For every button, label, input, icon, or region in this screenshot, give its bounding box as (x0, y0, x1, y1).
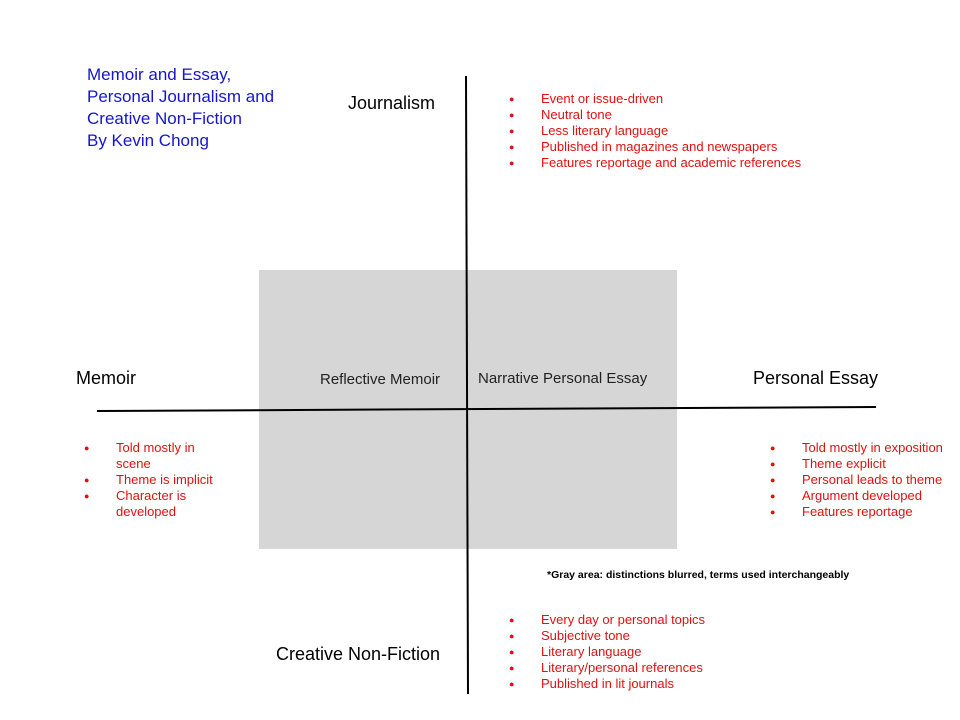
list-item: ● Theme is implicit (84, 472, 214, 488)
diagram-title (87, 64, 274, 152)
axis-label-memoir: Memoir (76, 368, 137, 388)
vertical-axis (466, 76, 468, 694)
list-item: ● Features reportage and academic references (509, 155, 801, 171)
title-author-line: By Kevin Chong (87, 131, 209, 150)
title-line: Personal Journalism and (87, 87, 275, 106)
list-item: ● Less literary language (509, 123, 801, 139)
gray-label-reflective-memoir: Reflective Memoir (320, 371, 441, 388)
list-item: ● Personal leads to theme (770, 472, 943, 488)
list-item: ● Argument developed (770, 488, 943, 504)
list-item: ● Theme explicit (770, 456, 943, 472)
axis-label-personal-essay: Personal Essay (753, 368, 879, 388)
list-item: ● Literary/personal references (509, 660, 705, 676)
list-item: ● Neutral tone (509, 107, 801, 123)
gray-area-note: *Gray area: distinctions blurred, terms used interchangeably (547, 569, 850, 581)
list-item: ● Every day or personal topics (509, 612, 705, 628)
list-item: ● Told mostly in scene (84, 440, 214, 472)
list-item: ● Features reportage (770, 504, 943, 520)
memoir-traits-list (84, 440, 214, 520)
axis-label-journalism: Journalism (348, 93, 436, 113)
list-item: ● Published in lit journals (509, 676, 705, 692)
axis-label-creative-non-fiction: Creative Non-Fiction (276, 644, 441, 664)
list-item: ● Character is developed (84, 488, 214, 520)
list-item: ● Literary language (509, 644, 705, 660)
gray-label-narrative-personal-essay: Narrative Personal Essay (478, 370, 648, 387)
journalism-traits-list (509, 91, 801, 171)
list-item: ● Published in magazines and newspapers (509, 139, 801, 155)
list-item: ● Subjective tone (509, 628, 705, 644)
list-item: ● Told mostly in exposition (770, 440, 943, 456)
horizontal-axis (97, 407, 876, 411)
title-line: Creative Non-Fiction (87, 109, 242, 128)
title-line: Memoir and Essay, (87, 65, 232, 84)
creative-nonfiction-traits-list (509, 612, 705, 692)
personal-essay-traits-list (770, 440, 943, 520)
list-item: ● Event or issue-driven (509, 91, 801, 107)
